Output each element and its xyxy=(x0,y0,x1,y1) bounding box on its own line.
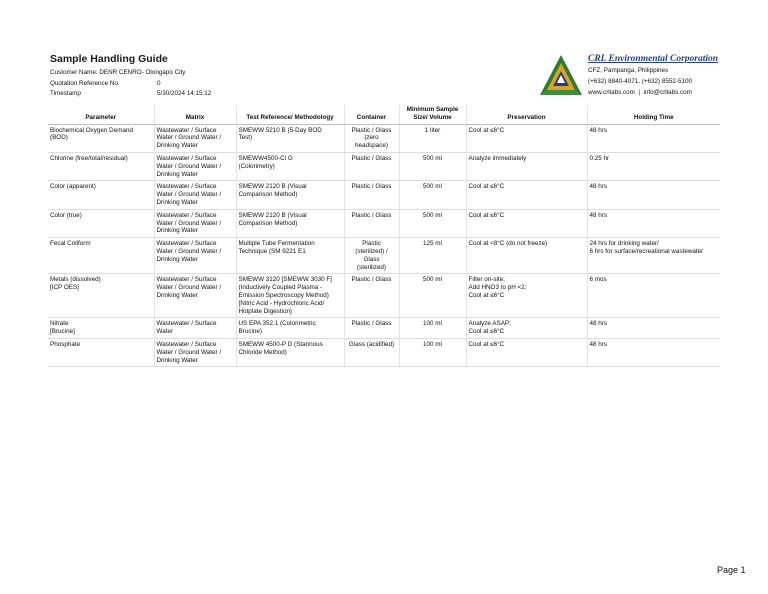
table-cell: Plastic / Glass xyxy=(344,181,399,209)
table-cell: Wastewater / Surface Water / Ground Water / Drinking Water xyxy=(154,124,236,152)
table-cell: Fecal Coliform xyxy=(48,238,154,274)
column-header: Parameter xyxy=(48,105,154,124)
table-row xyxy=(48,124,720,152)
meta-value: 5/30/2024 14:15:12 xyxy=(157,90,212,98)
table-cell: Metals (dissolved) [ICP OES] xyxy=(48,274,154,318)
table-cell: SMEWW 5210 B (5-Day BOD Test) xyxy=(236,124,344,152)
table-cell: Wastewater / Surface Water / Ground Water / Drinking Water xyxy=(154,238,236,274)
column-header: Matrix xyxy=(154,105,236,124)
table-cell: SMEWW 4500-P D (Stannous Chloride Method) xyxy=(236,338,344,366)
meta-label: Quotation Reference No. xyxy=(50,79,120,87)
table-cell: Color (apparent) xyxy=(48,181,154,209)
table-header-row xyxy=(48,105,720,124)
meta-value: 0 xyxy=(157,79,161,87)
table-cell: Plastic / Glass xyxy=(344,318,399,339)
table-cell: 1 liter xyxy=(399,124,466,152)
company-name-link[interactable]: CRL Environmental Corporation xyxy=(588,54,719,64)
table-cell: Wastewater / Surface Water xyxy=(154,318,236,339)
table-cell: Glass (acidified) xyxy=(344,338,399,366)
meta-label: Customer Name: xyxy=(50,69,98,76)
table-cell: Wastewater / Surface Water / Ground Water / Drinking Water xyxy=(154,181,236,209)
table-cell: US EPA 352.1 (Colorimetric Brucine) xyxy=(236,318,344,339)
table-cell: SMEWW4500-Cl G (Colorimetry) xyxy=(236,152,344,180)
table-cell: SMEWW 3120 [SMEWW 3030 F] (Inductively Coupled Plasma - Emission Spectroscopy Method) [Nitric Acid - Hydrochloric Acid/ Hotplate Digestion] xyxy=(236,274,344,318)
table-cell: Cool at ≤6°C xyxy=(466,124,587,152)
table-cell: Multiple Tube Fermentation Technique (SM 9221 E1 xyxy=(236,238,344,274)
table-row xyxy=(48,181,720,209)
table-cell: 0.25 hr xyxy=(587,152,720,180)
table-cell: 48 hrs xyxy=(587,338,720,366)
table-cell: 500 ml xyxy=(399,181,466,209)
company-address: CFZ, Pampanga, Philippines xyxy=(588,67,669,74)
column-header: Container xyxy=(344,105,399,124)
table-cell: Plastic / Glass xyxy=(344,209,399,237)
column-header: Test Reference/ Methodology xyxy=(236,105,344,124)
table-cell: Plastic / Glass (zero headspace) xyxy=(344,124,399,152)
table-cell: 6 mos xyxy=(587,274,720,318)
table-cell: Phosphate xyxy=(48,338,154,366)
table-header xyxy=(48,105,720,124)
table-cell: 500 ml xyxy=(399,209,466,237)
table-cell: Analyze ASAP; Cool at ≤6°C xyxy=(466,318,587,339)
table-cell: Analyze immediately xyxy=(466,152,587,180)
table-cell: Cool at ≤6°C xyxy=(466,209,587,237)
table-row xyxy=(48,338,720,366)
sample-handling-table xyxy=(48,105,720,367)
table-row xyxy=(48,152,720,180)
table-cell: Filter on-site; Add HNO3 to pH <2; Cool at ≤6°C xyxy=(466,274,587,318)
meta-customer xyxy=(50,68,211,79)
table-cell: 24 hrs for drinking water/ 6 hrs for surface/recreational wastewater xyxy=(587,238,720,274)
table-row xyxy=(48,318,720,339)
table-cell: 48 hrs xyxy=(587,181,720,209)
table-cell: Cool at ≤6°C xyxy=(466,181,587,209)
table-cell: Plastic (sterilized) / Glass (sterilized) xyxy=(344,238,399,274)
table-cell: 125 ml xyxy=(399,238,466,274)
table-cell: SMEWW 2120 B (Visual Comparison Method) xyxy=(236,209,344,237)
crl-triangle-logo-icon xyxy=(538,53,584,99)
page-number: Page 1 xyxy=(717,565,746,575)
meta-label: Timestamp xyxy=(50,90,81,98)
table-cell: 48 hrs xyxy=(587,318,720,339)
table-cell: 500 ml xyxy=(399,152,466,180)
document-meta xyxy=(50,68,211,100)
table-cell: Chlorine (free/total/residual) xyxy=(48,152,154,180)
meta-quotation xyxy=(50,79,211,90)
table-cell: Cool at ≤6°C xyxy=(466,338,587,366)
table-cell: Biochemical Oxygen Demand (BOD) xyxy=(48,124,154,152)
table-cell: Wastewater / Surface Water / Ground Water / Drinking Water xyxy=(154,152,236,180)
table-cell: SMEWW 2120 B (Visual Comparison Method) xyxy=(236,181,344,209)
column-header: Preservation xyxy=(466,105,587,124)
table-row xyxy=(48,274,720,318)
company-block xyxy=(588,53,718,98)
table-cell: Wastewater / Surface Water / Ground Water / Drinking Water xyxy=(154,274,236,318)
table-cell: Plastic / Glass xyxy=(344,274,399,318)
table-row xyxy=(48,238,720,274)
table-cell: Nitrate [Brucine] xyxy=(48,318,154,339)
table-cell: Wastewater / Surface Water / Ground Water / Drinking Water xyxy=(154,338,236,366)
company-web: www.crllabs.com | info@crllabs.com xyxy=(588,89,692,96)
page-title: Sample Handling Guide xyxy=(50,53,168,65)
table-cell: 48 hrs xyxy=(587,209,720,237)
table-cell: 500 ml xyxy=(399,274,466,318)
table-body xyxy=(48,124,720,367)
meta-value: DENR CENRO- Olongapo City xyxy=(99,69,186,76)
company-phone: (+632) 8840-4071, (+632) 8552-5100 xyxy=(588,78,692,85)
table-cell: Wastewater / Surface Water / Ground Water / Drinking Water xyxy=(154,209,236,237)
table-cell: 100 ml xyxy=(399,338,466,366)
table-cell: Color (true) xyxy=(48,209,154,237)
column-header: Minimum Sample Size/ Volume xyxy=(399,105,466,124)
column-header: Holding Time xyxy=(587,105,720,124)
table-cell: Cool at <8°C (do not freeze) xyxy=(466,238,587,274)
table-cell: 100 ml xyxy=(399,318,466,339)
table-cell: Plastic / Glass xyxy=(344,152,399,180)
table-cell: 48 hrs xyxy=(587,124,720,152)
meta-timestamp xyxy=(50,89,211,100)
table-row xyxy=(48,209,720,237)
